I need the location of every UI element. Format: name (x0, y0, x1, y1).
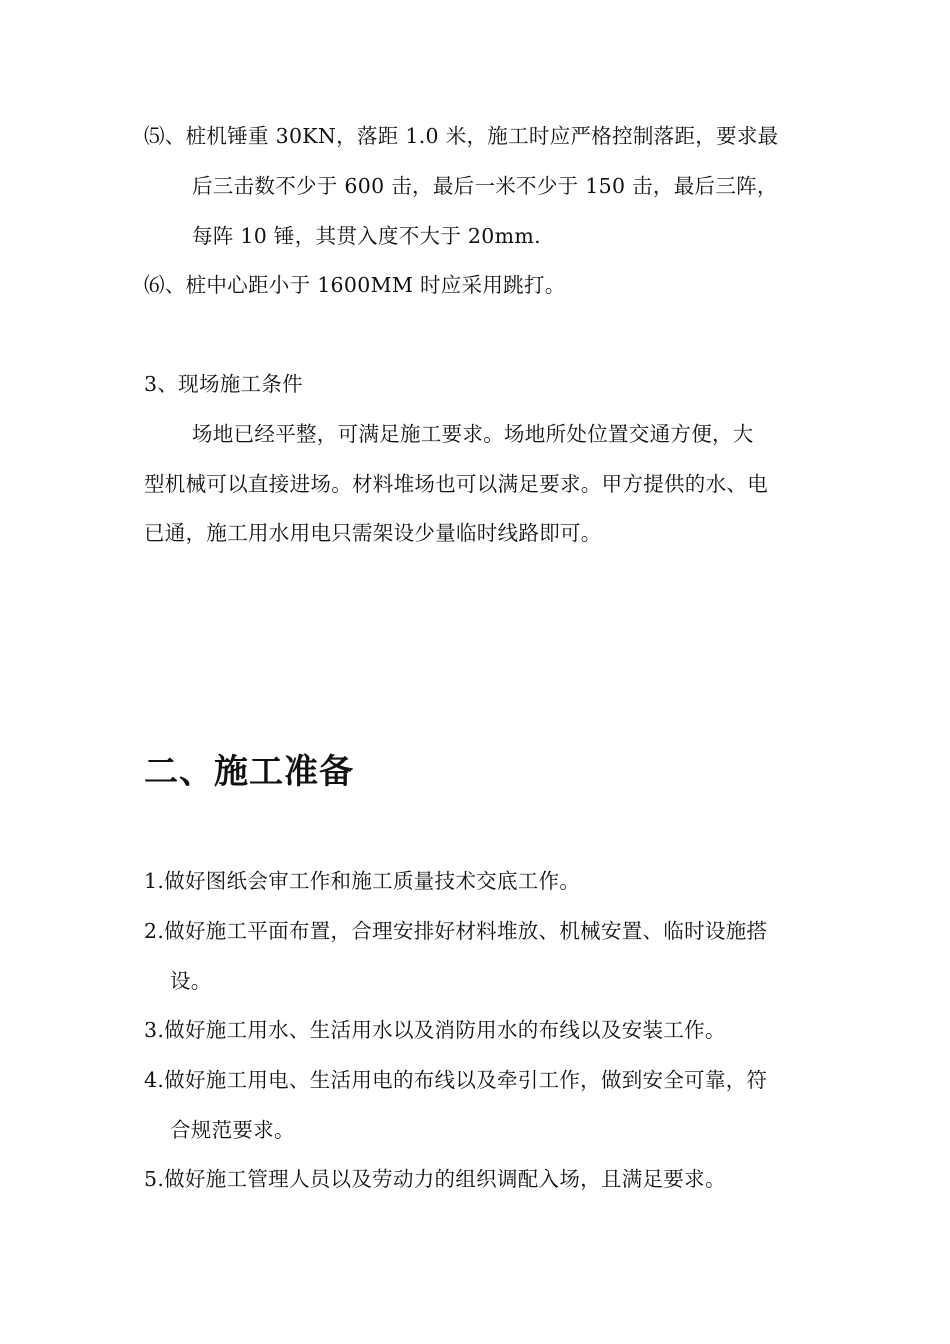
paragraph-line-3: 已通，施工用水用电只需架设少量临时线路即可。 (144, 521, 602, 545)
paragraph-line-2: 型机械可以直接进场。材料堆场也可以满足要求。甲方提供的水、电 (144, 472, 768, 496)
prep-item-2-line-1: 2.做好施工平面布置，合理安排好材料堆放、机械安置、临时设施搭 (144, 919, 768, 943)
item-5-line-1: ⑸、桩机锤重 30KN，落距 1.0 米，施工时应严格控制落距，要求最 (144, 124, 779, 148)
item-6: ⑹、桩中心距小于 1600MM 时应采用跳打。 (144, 273, 566, 297)
prep-item-3: 3.做好施工用水、生活用水以及消防用水的布线以及安装工作。 (144, 1018, 726, 1042)
prep-item-1: 1.做好图纸会审工作和施工质量技术交底工作。 (144, 869, 581, 893)
paragraph-line-1: 场地已经平整，可满足施工要求。场地所处位置交通方便，大 (192, 422, 754, 446)
item-5-line-2: 后三击数不少于 600 击，最后一米不少于 150 击，最后三阵， (192, 174, 778, 198)
section-title: 二、施工准备 (144, 752, 354, 792)
subheading-site-conditions: 3、现场施工条件 (144, 372, 303, 396)
item-5-line-3: 每阵 10 锤，其贯入度不大于 20mm. (192, 224, 541, 248)
prep-item-5: 5.做好施工管理人员以及劳动力的组织调配入场，且满足要求。 (144, 1167, 726, 1191)
prep-item-4-line-1: 4.做好施工用电、生活用电的布线以及牵引工作，做到安全可靠，符 (144, 1068, 768, 1092)
prep-item-4-line-2: 合规范要求。 (170, 1118, 295, 1142)
prep-item-2-line-2: 设。 (170, 969, 212, 993)
